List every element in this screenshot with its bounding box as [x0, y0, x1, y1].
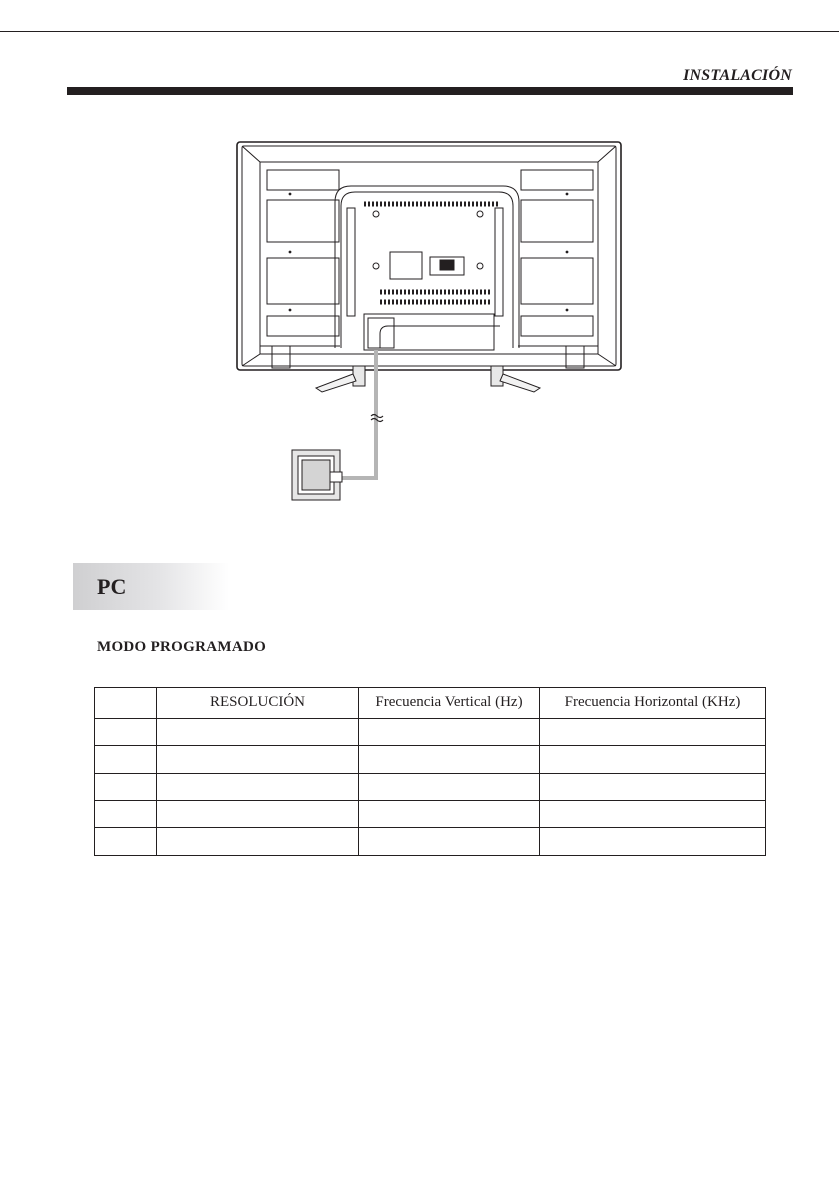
table-cell — [95, 746, 157, 773]
table-row — [95, 718, 766, 745]
table-cell — [359, 828, 540, 856]
table-cell — [540, 828, 766, 856]
table-cell — [157, 800, 359, 827]
table-cell — [157, 718, 359, 745]
table-row — [95, 746, 766, 773]
table-cell — [157, 828, 359, 856]
table-cell — [95, 773, 157, 800]
table-cell — [540, 773, 766, 800]
top-rule — [0, 31, 839, 32]
table-header-row — [95, 688, 766, 719]
header-bar — [67, 87, 793, 95]
table-cell — [540, 718, 766, 745]
column-header-horizontal-frequency: Frecuencia Horizontal (KHz) — [540, 688, 766, 719]
table-cell — [157, 746, 359, 773]
column-header-resolution: RESOLUCIÓN — [157, 688, 359, 719]
table-cell — [157, 773, 359, 800]
wall-outlet-icon — [292, 450, 342, 500]
table-row — [95, 828, 766, 856]
column-header-index — [95, 688, 157, 719]
page-section-title: INSTALACIÓN — [683, 67, 792, 84]
table-cell — [359, 746, 540, 773]
table-cell — [95, 800, 157, 827]
table-row — [95, 773, 766, 800]
section-title: PC — [97, 574, 127, 599]
column-header-vertical-frequency: Frecuencia Vertical (Hz) — [359, 688, 540, 719]
table-cell — [540, 746, 766, 773]
table-cell — [540, 800, 766, 827]
table-cell — [359, 773, 540, 800]
programmed-mode-table — [94, 687, 766, 856]
table-cell — [95, 718, 157, 745]
table-cell — [359, 718, 540, 745]
mode-table-title: MODO PROGRAMADO — [97, 639, 267, 655]
table-row — [95, 800, 766, 827]
tv-back-icon — [237, 142, 621, 392]
tv-installation-illustration — [230, 138, 630, 508]
table-cell — [95, 828, 157, 856]
table-cell — [359, 800, 540, 827]
